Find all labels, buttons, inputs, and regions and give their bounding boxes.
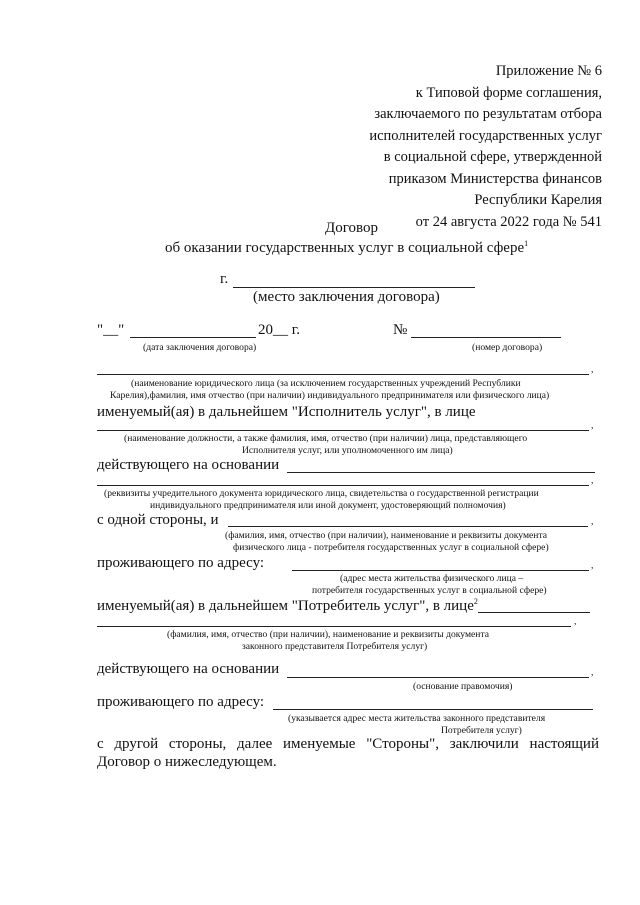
number-sign: № <box>393 322 408 338</box>
executor-basis-field-2[interactable] <box>97 485 589 486</box>
executor-acting-basis: действующего на основании <box>97 457 280 473</box>
consumer-acting-basis: действующего на основании <box>97 661 280 677</box>
footnote-mark: 2 <box>473 597 478 606</box>
executor-name-field[interactable] <box>97 374 589 375</box>
rep-address-field[interactable] <box>273 709 593 710</box>
closing-word: стороны, <box>168 736 227 752</box>
doc-title: Договор <box>325 220 378 236</box>
rep-addr-caption-1: (указывается адрес места жительства законного представителя <box>288 713 546 724</box>
header-line: Приложение № 6 <box>495 63 602 79</box>
consumer-rep-field-1[interactable] <box>478 612 590 613</box>
doc-subtitle <box>165 239 528 257</box>
executor-rep-field[interactable] <box>97 430 589 431</box>
consumer-address-field[interactable] <box>292 570 589 571</box>
consumer-rep-caption-1: (фамилия, имя, отчество (при наличии), наименование и реквизиты документа <box>167 629 490 640</box>
consumer-basis-field[interactable] <box>287 677 589 678</box>
closing-word: с <box>97 736 104 752</box>
closing-word: другой <box>114 736 159 752</box>
contract-number-field[interactable] <box>411 337 561 338</box>
consumer-addr-caption-2: потребителя государственных услуг в социальной сфере) <box>312 585 547 596</box>
one-side-text: с одной стороны, и <box>97 512 219 528</box>
executor-named-as: именуемый(ая) в дальнейшем "Исполнитель услуг", в лице <box>97 404 476 420</box>
closing-line-2: Договор о нижеследующем. <box>97 754 277 770</box>
number-caption: (номер договора) <box>472 342 543 353</box>
comma-mark: , <box>591 364 594 375</box>
place-caption: (место заключения договора) <box>253 289 440 305</box>
header-line: к Типовой форме соглашения, <box>415 84 602 101</box>
executor-caption-2: Карелия),фамилия, имя отчество (при наличии) индивидуального предпринимателя или физического лица) <box>110 390 550 401</box>
header-line: от 24 августа 2022 года № 541 <box>415 213 602 230</box>
consumer-addr-caption-1: (адрес места жительства физического лица – <box>340 573 524 584</box>
consumer-rep-caption-2: законного представителя Потребителя услуг) <box>242 641 428 652</box>
consumer-residing: проживающего по адресу: <box>97 555 265 571</box>
consumer-caption-2: физического лица - потребителя государственных услуг в социальной сфере) <box>233 542 549 553</box>
consumer-basis-caption: (основание правомочия) <box>413 681 513 692</box>
comma-mark: , <box>591 475 594 486</box>
executor-basis-field[interactable] <box>287 472 595 473</box>
comma-mark: , <box>591 420 594 431</box>
closing-line-1 <box>97 736 599 753</box>
consumer-name-field[interactable] <box>228 526 588 527</box>
date-year: 20__ г. <box>258 322 300 338</box>
comma-mark: , <box>591 560 594 571</box>
executor-req-caption-1: (реквизиты учредительного документа юридического лица, свидетельства о государственной регистрации <box>104 488 539 499</box>
consumer-rep-field-2[interactable] <box>97 626 571 627</box>
header-block <box>369 61 602 233</box>
header-line: Республики Карелия <box>474 192 602 208</box>
date-caption: (дата заключения договора) <box>143 342 257 353</box>
executor-rep-caption-2: Исполнителя услуг, или уполномоченного им лица) <box>242 445 453 456</box>
city-prefix: г. <box>220 271 229 287</box>
consumer-named-as <box>97 597 478 615</box>
header-line: в социальной сфере, утвержденной <box>383 149 602 165</box>
closing-word: именуемые <box>283 736 356 752</box>
comma-mark: , <box>591 516 594 527</box>
executor-caption-1: (наименование юридического лица (за исключением государственных учреждений Республики <box>131 378 521 389</box>
header-line: приказом Министерства финансов <box>388 170 602 187</box>
closing-word: заключили <box>449 736 519 752</box>
rep-residing: проживающего по адресу: <box>97 694 265 710</box>
date-month-field[interactable] <box>130 337 256 338</box>
footnote-mark: 1 <box>524 239 529 248</box>
executor-req-caption-2: индивидуального предпринимателя или иной документ, удостоверяющий полномочия) <box>150 500 506 511</box>
closing-word: "Стороны", <box>366 736 439 752</box>
consumer-caption-1: (фамилия, имя, отчество (при наличии), наименование и реквизиты документа <box>225 530 548 541</box>
place-field[interactable] <box>233 287 475 288</box>
executor-rep-caption-1: (наименование должности, а также фамилия, имя, отчество (при наличии) лица, представляющего <box>124 433 528 444</box>
comma-mark: , <box>591 667 594 678</box>
closing-word: далее <box>237 736 273 752</box>
doc-subtitle-text: об оказании государственных услуг в социальной сфере <box>165 240 525 256</box>
rep-addr-caption-2: Потребителя услуг) <box>441 725 522 736</box>
consumer-named-as-text: именуемый(ая) в дальнейшем "Потребитель услуг", в лице <box>97 598 474 614</box>
comma-mark: , <box>574 616 577 627</box>
closing-word: настоящий <box>529 736 599 752</box>
header-line: заключаемого по результатам отбора <box>374 106 602 122</box>
header-line: исполнителей государственных услуг <box>369 127 602 144</box>
date-day: "__" <box>97 322 125 338</box>
